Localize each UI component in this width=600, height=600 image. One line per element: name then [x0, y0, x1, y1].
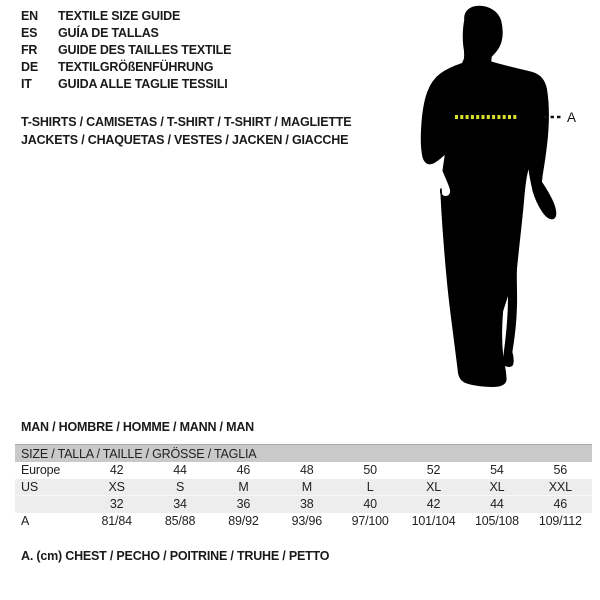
size-cell: 89/92 [228, 514, 259, 528]
table-row-europe [15, 462, 592, 479]
language-code: IT [21, 77, 32, 91]
size-cell: 105/108 [475, 514, 519, 528]
size-cell: XL [489, 480, 505, 494]
language-row [21, 42, 231, 59]
size-cell: 93/96 [291, 514, 322, 528]
size-cell: 34 [173, 497, 187, 511]
size-cell: 36 [236, 497, 251, 511]
language-label: TEXTILE SIZE GUIDE [58, 9, 181, 23]
language-row [21, 25, 231, 42]
language-row [21, 8, 231, 25]
size-cell: 97/100 [351, 514, 389, 528]
size-cell: 42 [109, 463, 124, 477]
category-line-jackets: JACKETS / CHAQUETAS / VESTES / JACKEN / GIACCHE [21, 133, 349, 147]
category-line-tshirts: T-SHIRTS / CAMISETAS / T-SHIRT / T-SHIRT / MAGLIETTE [21, 115, 352, 129]
size-cell: 109/112 [538, 514, 582, 528]
language-code: ES [21, 26, 38, 40]
table-row-chest-a [15, 513, 592, 530]
row-label: A [21, 514, 30, 528]
language-label: GUIDE DES TAILLES TEXTILE [58, 43, 232, 57]
language-label: GUIDA ALLE TAGLIE TESSILI [58, 77, 228, 91]
size-cell: 101/104 [411, 514, 456, 528]
row-label: US [21, 480, 38, 494]
chest-measure-label: A [567, 110, 576, 125]
language-row [21, 76, 231, 93]
table-row-us [15, 479, 592, 496]
size-cell: 42 [426, 497, 441, 511]
size-cell: S [175, 480, 185, 494]
size-cell: M [238, 480, 249, 494]
language-row [21, 59, 231, 76]
size-cell: 81/84 [101, 514, 132, 528]
size-table [15, 444, 592, 530]
size-cell: 32 [109, 497, 124, 511]
man-silhouette-figure [405, 0, 600, 400]
size-cell: 44 [173, 463, 187, 477]
size-cell: 50 [363, 463, 377, 477]
size-cell: 44 [490, 497, 504, 511]
size-cell: XXL [548, 480, 572, 494]
size-cell: 54 [490, 463, 504, 477]
man-silhouette [422, 7, 556, 387]
language-code: EN [21, 9, 38, 23]
size-cell: 46 [236, 463, 251, 477]
size-cell: L [366, 480, 374, 494]
language-guide [21, 8, 231, 93]
size-cell: 40 [363, 497, 377, 511]
measurement-footnote: A. (cm) CHEST / PECHO / POITRINE / TRUHE / PETTO [21, 549, 330, 563]
size-cell: XS [108, 480, 125, 494]
size-cell: 48 [300, 463, 314, 477]
size-cell: 56 [553, 463, 568, 477]
size-cell: M [301, 480, 312, 494]
language-code: FR [21, 43, 38, 57]
size-table-header: SIZE / TALLA / TAILLE / GRÖSSE / TAGLIA [15, 444, 592, 462]
language-label: GUÍA DE TALLAS [58, 26, 159, 40]
table-row-us-numeric [15, 496, 592, 513]
language-label: TEXTILGRÖßENFÜHRUNG [58, 60, 214, 74]
size-cell: 52 [426, 463, 441, 477]
size-cell: 38 [300, 497, 314, 511]
size-cell: 85/88 [164, 514, 196, 528]
size-cell: 46 [553, 497, 568, 511]
garment-categories [21, 113, 351, 149]
row-label: Europe [21, 463, 61, 477]
language-code: DE [21, 60, 38, 74]
size-cell: XL [426, 480, 441, 494]
section-title-man: MAN / HOMBRE / HOMME / MANN / MAN [21, 420, 254, 434]
